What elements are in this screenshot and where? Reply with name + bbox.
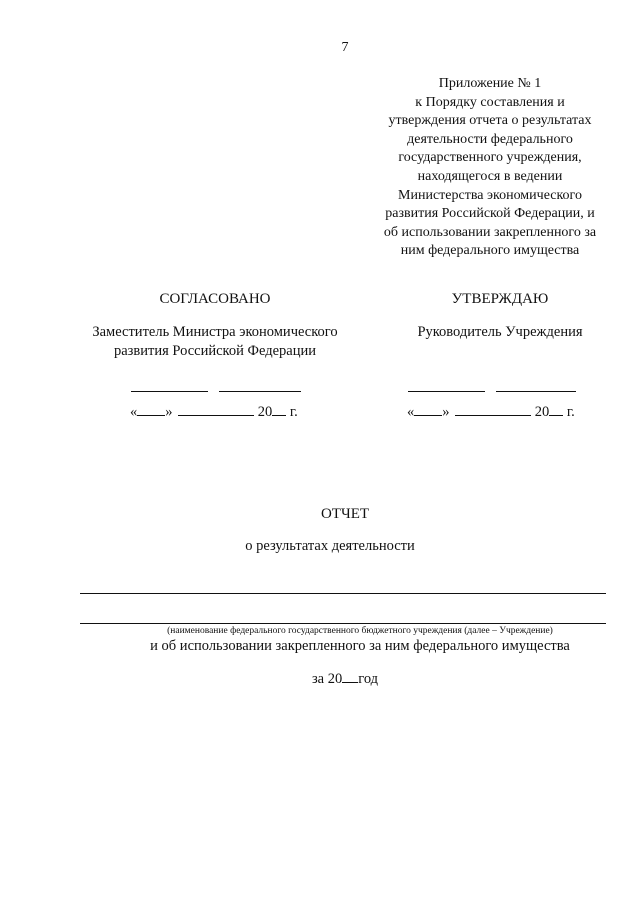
report-year-blank [342, 670, 358, 683]
appendix-header [355, 75, 625, 261]
appendix-line: развития Российской Федерации, и [385, 206, 595, 222]
month-blank [178, 403, 254, 416]
institution-name-caption: (наименование федерального государственного бюджетного учреждения (далее – Учреждение) [167, 626, 553, 636]
appendix-line: государственного учреждения, [398, 150, 582, 166]
year-blank [549, 403, 563, 416]
appendix-line: ним федерального имущества [400, 243, 580, 259]
year-blank [272, 403, 286, 416]
property-line: и об использовании закрепленного за ним федерального имущества [150, 638, 570, 654]
agreed-date [130, 403, 298, 421]
institution-name-line [80, 593, 606, 594]
date-close-quote: » [442, 404, 450, 420]
agreed-position [70, 323, 360, 361]
appendix-line: деятельности федерального [407, 131, 573, 147]
agreed-position-line: развития Российской Федерации [114, 343, 316, 359]
report-year-prefix: за 20 [311, 671, 343, 687]
agreed-title: СОГЛАСОВАНО [159, 291, 271, 307]
report-subtitle: о результатах деятельности [245, 538, 415, 554]
approved-position: Руководитель Учреждения [417, 324, 583, 340]
appendix-line: Министерства экономического [398, 187, 582, 203]
day-blank [137, 403, 165, 416]
year-suffix: г. [566, 404, 575, 420]
appendix-line: об использовании закрепленного за [383, 224, 597, 240]
approved-title: УТВЕРЖДАЮ [451, 291, 549, 307]
year-suffix: г. [289, 404, 298, 420]
agreed-name-line [219, 391, 301, 392]
date-close-quote: » [165, 404, 173, 420]
appendix-line: к Порядку составления и [415, 94, 565, 110]
year-prefix: 20 [257, 404, 273, 420]
agreed-signature-line [131, 391, 208, 392]
report-year [0, 670, 640, 688]
year-prefix: 20 [534, 404, 550, 420]
month-blank [455, 403, 531, 416]
appendix-line: находящегося в ведении [417, 168, 563, 184]
approved-signature-line [408, 391, 485, 392]
report-year-suffix: год [358, 671, 379, 687]
report-title: ОТЧЕТ [320, 506, 370, 522]
day-blank [414, 403, 442, 416]
approved-date [407, 403, 575, 421]
page-number: 7 [341, 40, 349, 55]
appendix-line: Приложение № 1 [438, 76, 542, 91]
date-open-quote: « [130, 404, 138, 420]
date-open-quote: « [407, 404, 415, 420]
institution-name-line-2 [80, 623, 606, 624]
approved-name-line [496, 391, 576, 392]
agreed-position-line: Заместитель Министра экономического [92, 324, 338, 340]
appendix-line: утверждения отчета о результатах [388, 113, 592, 129]
